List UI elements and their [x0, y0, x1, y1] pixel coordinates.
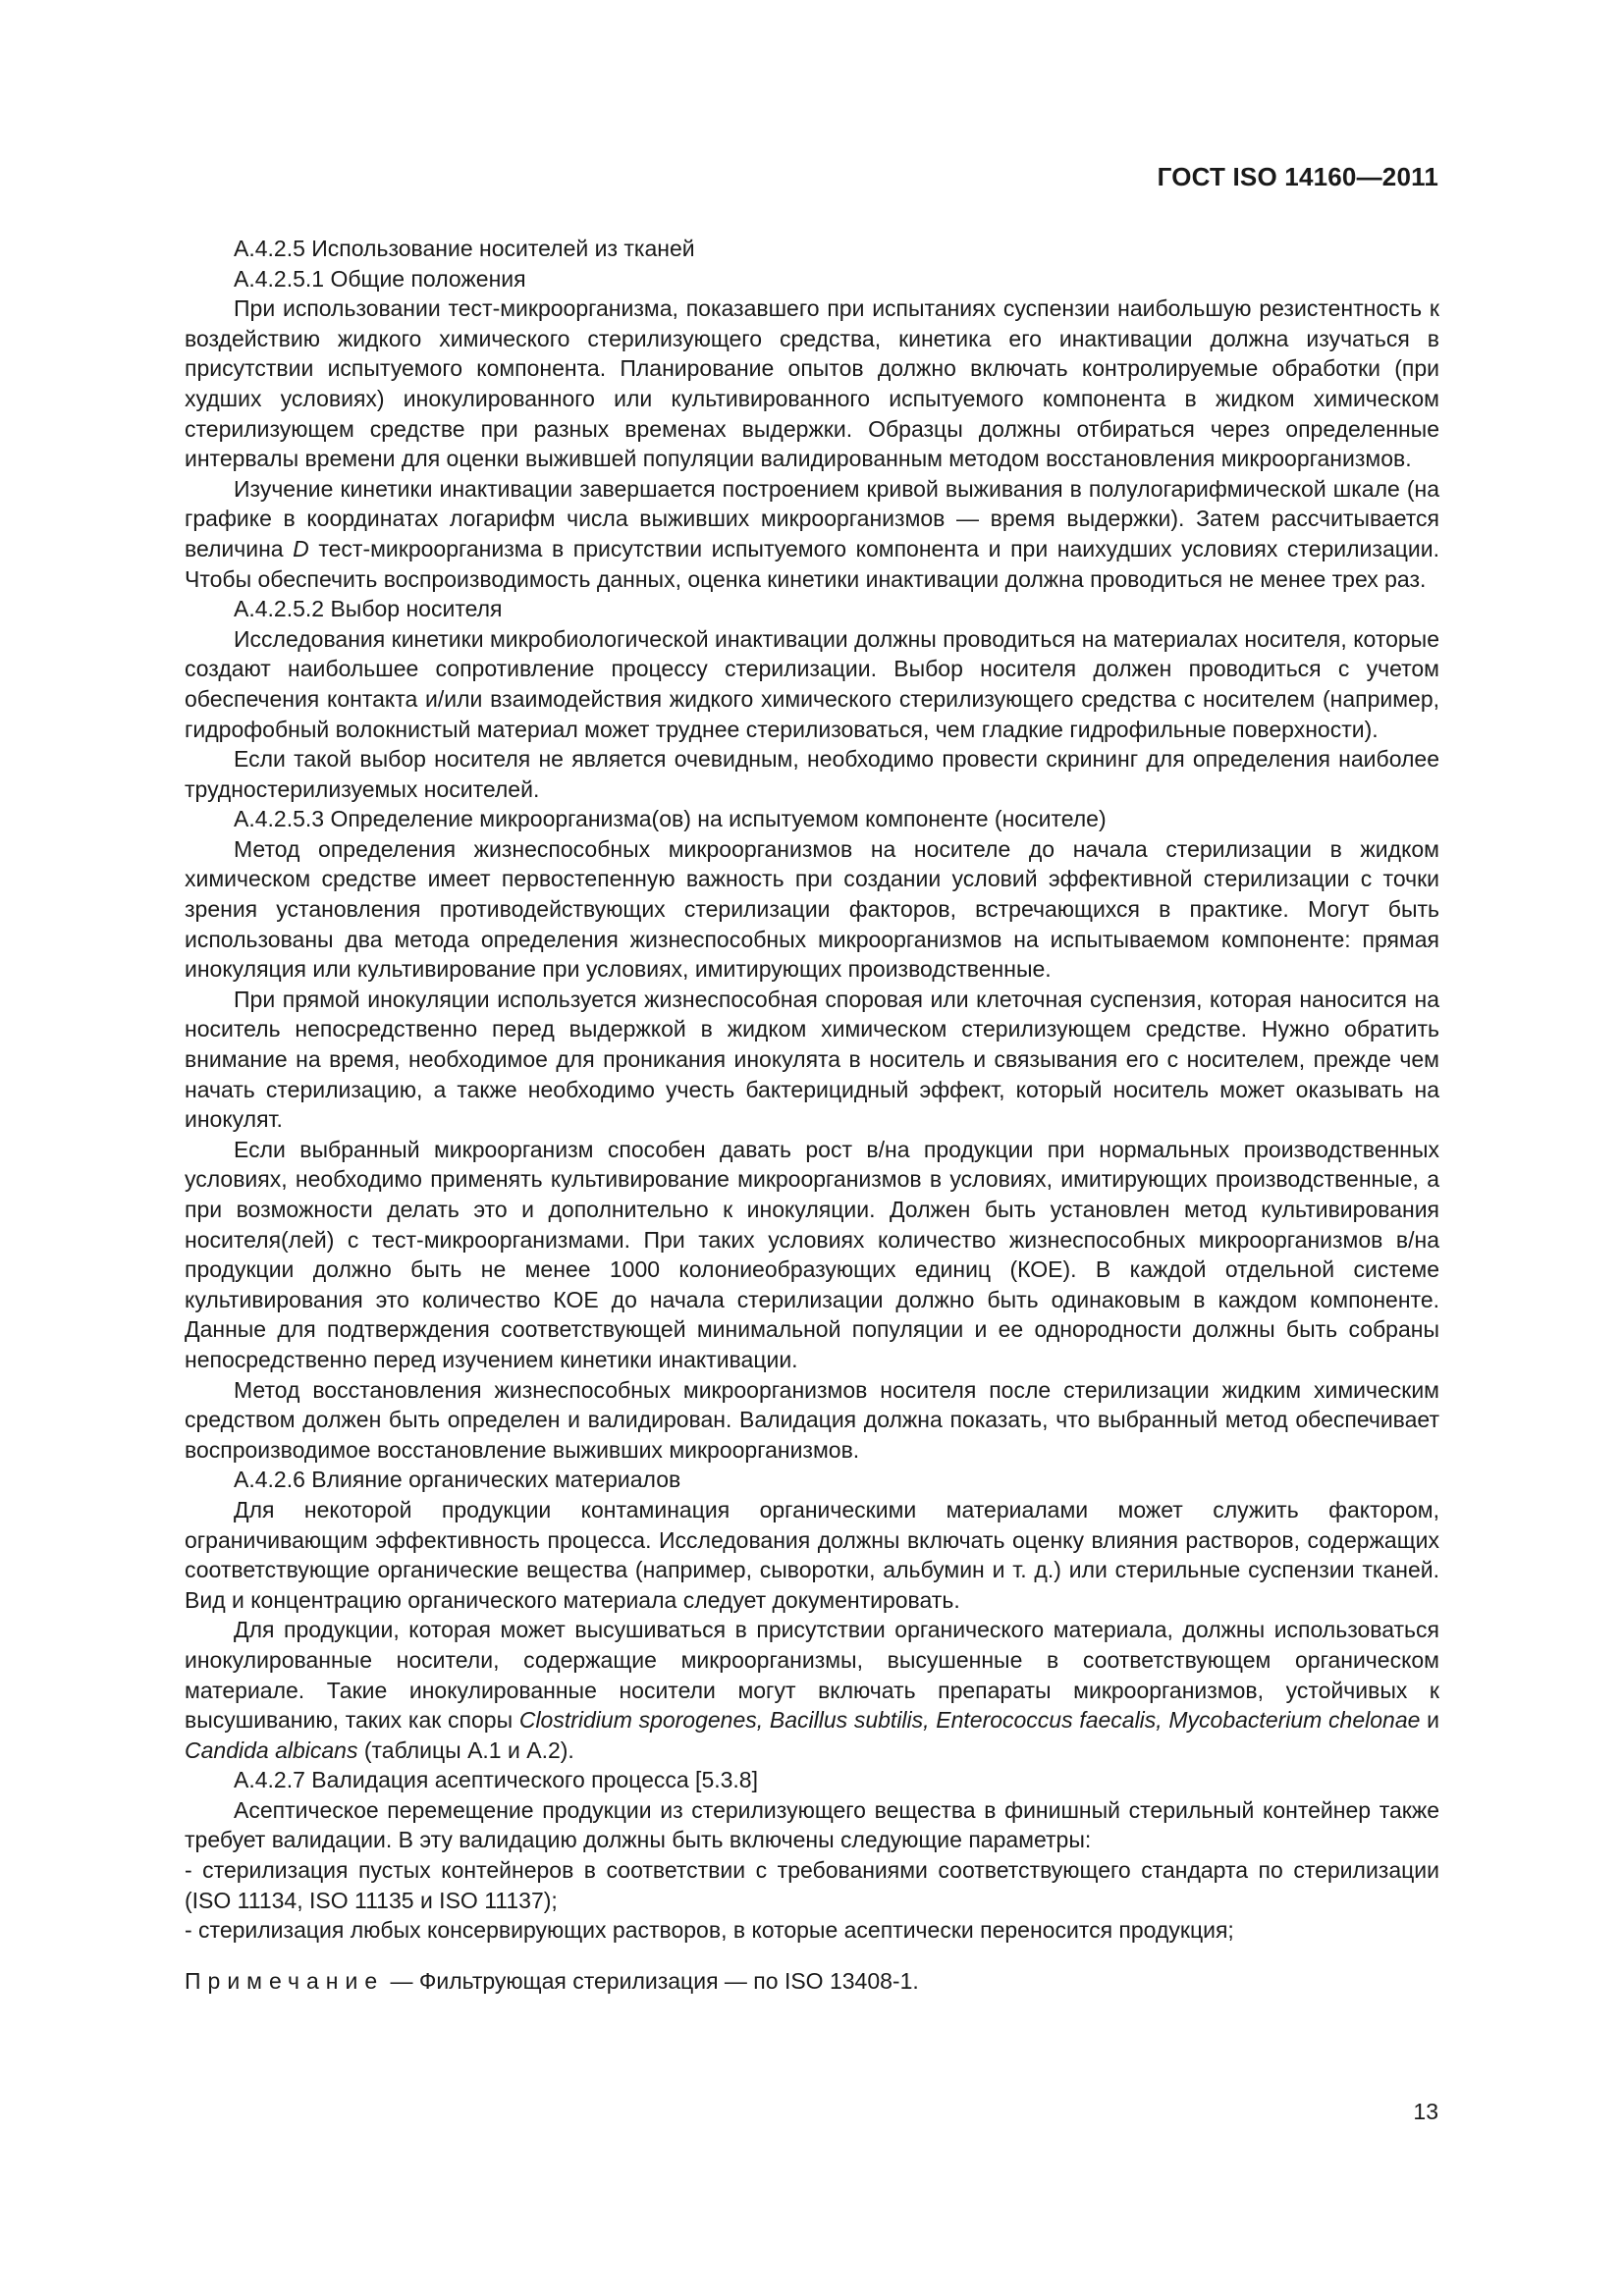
text-run: Для продукции, которая может высушиваться в присутствии органического материала, должны использоваться инокулированные носители, содержащие микроорганизмы, высушенные в соответствующем органическом материале. Такие инокулированные носители могут включать препараты микроорганизмов, устойчивых к высушиванию, таких как споры: [185, 1617, 1439, 1734]
list-item: - стерилизация пустых контейнеров в соответствии с требованиями соответствующего стандарта по стерилизации (ISO 11134, ISO 11135 и ISO 11137);: [185, 1857, 1439, 1913]
species-name: Candida albicans: [185, 1736, 358, 1763]
text-run: и: [1420, 1707, 1439, 1734]
note-label: Примечание: [185, 1967, 385, 1994]
subsection-heading: А.4.2.5.1 Общие положения: [234, 265, 526, 292]
paragraph: [185, 1615, 1439, 1765]
document-body: [185, 234, 1439, 1996]
subsection-heading: А.4.2.5.3 Определение микроорганизма(ов) на испытуемом компоненте (носителе): [234, 806, 1107, 832]
text-run: (таблицы А.1 и А.2).: [357, 1736, 574, 1763]
paragraph: Если выбранный микроорганизм способен давать рост в/на продукции при нормальных производственных условиях, необходимо применять культивирование микроорганизмов в условиях, имитирующих производственные, а при возможности делать это и дополнительно к инокуляции. Должен быть установлен метод культивирования носителя(лей) с тест-микроорганизмами. При таких условиях количество жизнеспособных микроорганизмов в/на продукции должно быть не менее 1000 колониеобразующих единиц (КОЕ). В каждой отдельной системе культивирования это количество КОЕ до начала стерилизации должно быть одинаковым в каждом компоненте. Данные для подтверждения соответствующей минимальной популяции и ее однородности должны быть собраны непосредственно перед изучением кинетики инактивации.: [185, 1136, 1439, 1372]
section-heading: А.4.2.5 Использование носителей из тканей: [234, 236, 695, 261]
page-number: 13: [1413, 2099, 1438, 2124]
paragraph: Асептическое перемещение продукции из стерилизующего вещества в финишный стерильный контейнер также требует валидации. В эту валидацию должны быть включены следующие параметры:: [185, 1796, 1439, 1853]
standard-id-header: ГОСТ ISO 14160—2011: [1157, 162, 1438, 191]
species-list: Clostridium sporogenes, Bacillus subtilis, Enterococcus faecalis, Mycobacterium chelonae: [518, 1707, 1421, 1734]
paragraph: При прямой инокуляции используется жизнеспособная споровая или клеточная суспензия, которая наносится на носитель непосредственно перед выдержкой в жидком химическом стерилизующем средстве. Нужно обратить внимание на время, необходимое для проникания инокулята в носитель и связывания его с носителем, прежде чем начать стерилизацию, а также необходимо учесть бактерицидный эффект, который носитель может оказывать на инокулят.: [185, 986, 1439, 1133]
paragraph: Если такой выбор носителя не является очевидным, необходимо провести скрининг для определения наиболее трудностерилизуемых носителей.: [185, 746, 1439, 802]
list-item: - стерилизация любых консервирующих растворов, в которые асептически переносится продукция;: [185, 1917, 1234, 1944]
d-value-symbol: D: [293, 535, 309, 561]
text-run: тест-микроорганизма в присутствии испытуемого компонента и при наихудших условиях стерилизации. Чтобы обеспечить воспроизводимость данных, оценка кинетики инактивации должна проводиться не менее трех раз.: [185, 535, 1439, 592]
note: [185, 1966, 1439, 1997]
paragraph: Метод восстановления жизнеспособных микроорганизмов носителя после стерилизации жидким химическим средством должен быть определен и валидирован. Валидация должна показать, что выбранный метод обеспечивает воспроизводимое восстановление выживших микроорганизмов.: [185, 1376, 1439, 1463]
paragraph: [185, 474, 1439, 594]
subsection-heading: А.4.2.5.2 Выбор носителя: [234, 596, 503, 622]
note-text: — Фильтрующая стерилизация — по ISO 13408-1.: [384, 1967, 919, 1994]
paragraph: Исследования кинетики микробиологической инактивации должны проводиться на материалах носителя, которые создают наибольшее сопротивление процессу стерилизации. Выбор носителя должен проводиться с учетом обеспечения контакта и/или взаимодействия жидкого химического стерилизующего средства с носителем (например, гидрофобный волокнистый материал может труднее стерилизоваться, чем гладкие гидрофильные поверхности).: [185, 625, 1439, 742]
text-run: Изучение кинетики инактивации завершается построением кривой выживания в полулогарифмической шкале (на графике в координатах логарифм числа выживших микроорганизмов — время выдержки). Затем рассчитывается величина: [185, 475, 1439, 561]
paragraph: При использовании тест-микроорганизма, показавшего при испытаниях суспензии наибольшую резистентность к воздействию жидкого химического стерилизующего средства, кинетика его инактивации должна изучаться в присутствии испытуемого компонента. Планирование опытов должно включать контролируемые обработки (при худших условиях) инокулированного или культивированного испытуемого компонента в жидком химическом стерилизующем средстве при разных временах выдержки. Образцы должны отбираться через определенные интервалы времени для оценки выжившей популяции валидированным методом восстановления микроорганизмов.: [185, 295, 1439, 472]
paragraph: Метод определения жизнеспособных микроорганизмов на носителе до начала стерилизации в жидком химическом средстве имеет первостепенную важность при создании условий эффективной стерилизации с точки зрения установления противодействующих стерилизации факторов, встречающихся в практике. Могут быть использованы два метода определения жизнеспособных микроорганизмов на испытываемом компоненте: прямая инокуляция или культивирование при условиях, имитирующих производственные.: [185, 835, 1439, 983]
section-heading: А.4.2.6 Влияние органических материалов: [234, 1467, 681, 1493]
paragraph: Для некоторой продукции контаминация органическими материалами может служить фактором, ограничивающим эффективность процесса. Исследования должны включать оценку влияния растворов, содержащих соответствующие органические вещества (например, сыворотки, альбумин и т. д.) или стерильные суспензии тканей. Вид и концентрацию органического материала следует документировать.: [185, 1496, 1439, 1613]
section-heading: А.4.2.7 Валидация асептического процесса [5.3.8]: [234, 1767, 758, 1793]
